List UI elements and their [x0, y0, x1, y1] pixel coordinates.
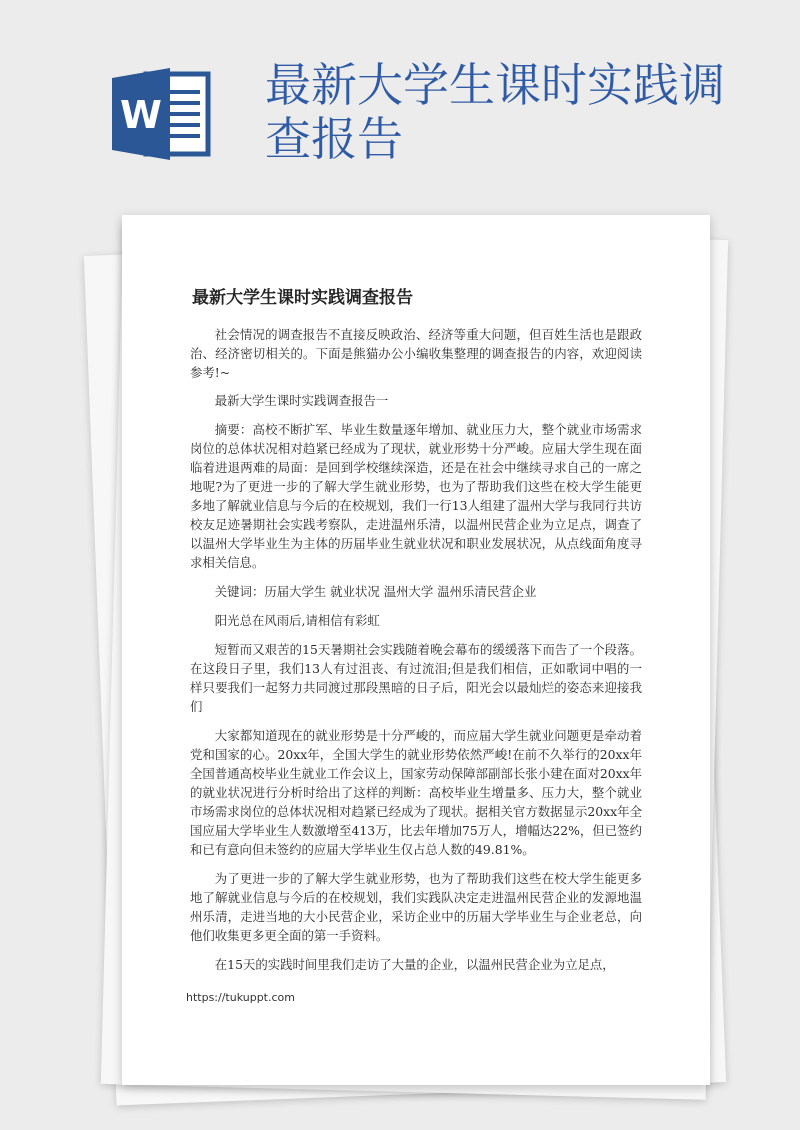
- word-letter: W: [120, 93, 162, 137]
- paragraph-body-1: 短暂而又艰苦的15天暑期社会实践随着晚会幕布的缓缓落下而告了一个段落。在这段日子里，我们13人有过沮丧、有过流泪;但是我们相信，正如歌词中唱的一样只要我们一起努力共同渡过那段黑暗的日子后，阳光会以最灿烂的姿态来迎接我们: [190, 642, 642, 714]
- document-page: [122, 215, 710, 1085]
- paragraph-abstract: 摘要：高校不断扩军、毕业生数量逐年增加、就业压力大，整个就业市场需求岗位的总体状况相对趋紧已经成为了现状，就业形势十分严峻。应届大学生现在面临着进退两难的局面：是回到学校继续深造，还是在社会中继续寻求自己的一席之地呢?为了更进一步的了解大学生就业形势，也为了帮助我们这些在校大学生能更多地了解就业信息与今后的在校规划，我们一行13人组建了温州大学与我同行共访校友足迹暑期社会实践考察队，走进温州乐清，以温州民营企业为立足点，调查了以温州大学毕业生为主体的历届毕业生就业状况和职业发展状况，从点线面角度寻求相关信息。: [190, 422, 642, 570]
- footer-url: https://tukuppt.com: [186, 991, 295, 1004]
- paragraph-body-3: 为了更进一步的了解大学生就业形势，也为了帮助我们这些在校大学生能更多地了解就业信息与今后的在校规划，我们实践队决定走进温州民营企业的发源地温州乐清，走进当地的大小民营企业，采访企业中的历届大学毕业生与企业老总，向他们收集更多更全面的第一手资料。: [190, 871, 642, 943]
- document-title: 最新大学生课时实践调查报告: [192, 288, 413, 308]
- page-title: 最新大学生课时实践调查报告: [265, 58, 725, 166]
- paragraph-section-heading: 最新大学生课时实践调查报告一: [214, 393, 389, 408]
- paragraph-intro: 社会情况的调查报告不直接反映政治、经济等重大问题，但百姓生活也是跟政治、经济密切相关的。下面是熊猫办公小编收集整理的调查报告的内容，欢迎阅读参考!~: [190, 327, 642, 380]
- paragraph-body-4: 在15天的实践时间里我们走访了大量的企业，以温州民营企业为立足点，: [214, 957, 615, 972]
- document-body: [190, 325, 642, 984]
- paragraph-body-2: 大家都知道现在的就业形势是十分严峻的，而应届大学生就业问题更是牵动着党和国家的心。20xx年，全国大学生的就业形势依然严峻!在前不久举行的20xx年全国普通高校毕业生就业工作会议上，国家劳动保障部副部长张小建在面对20xx年的就业状况进行分析时给出了这样的判断：高校毕业生增量多、压力大，整个就业市场需求岗位的总体状况相对趋紧已经成为了现状。据相关官方数据显示20xx年全国应届大学毕业生人数激增至413万，比去年增加75万人，增幅达22%，但已签约和已有意向但未签约的应届大学毕业生仅占总人数的49.81%。: [190, 728, 642, 857]
- word-document-icon: [108, 64, 218, 164]
- paragraph-keywords: 关键词：历届大学生 就业状况 温州大学 温州乐清民营企业: [214, 584, 537, 599]
- paragraph-subheading: 阳光总在风雨后,请相信有彩虹: [214, 613, 380, 628]
